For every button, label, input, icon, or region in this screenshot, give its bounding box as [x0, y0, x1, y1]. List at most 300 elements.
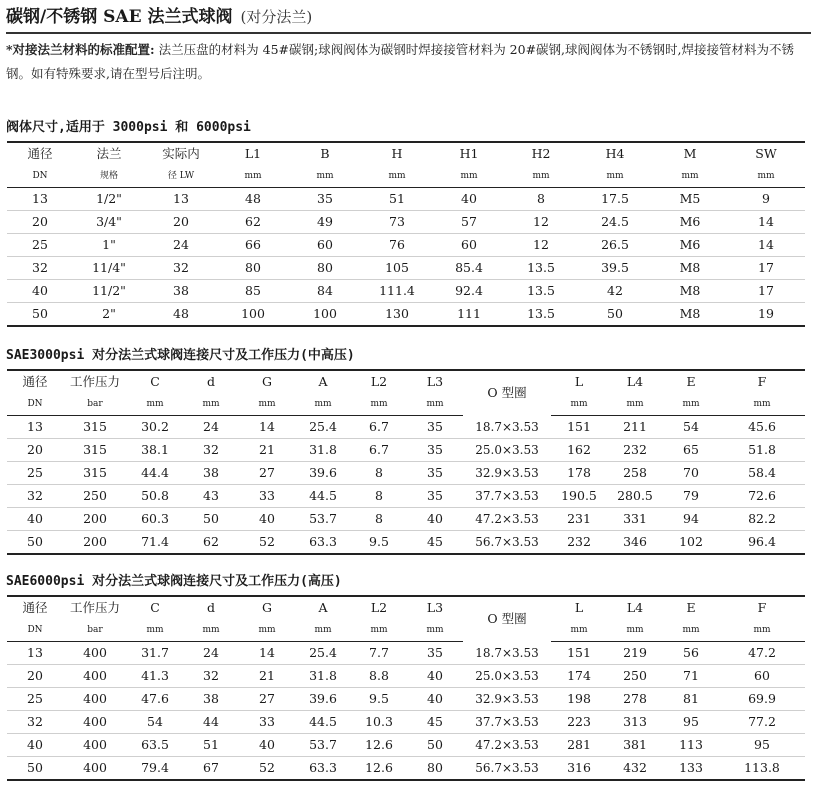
column-unit: mm	[289, 165, 361, 188]
table-cell: 2"	[102, 306, 116, 321]
table-cell: 62	[203, 534, 219, 549]
table-cell: 32.9×3.53	[475, 692, 539, 706]
table-cell: 13.5	[527, 283, 555, 298]
column-header: F	[757, 374, 767, 389]
table-cell: 32	[173, 260, 189, 275]
column-header: M	[683, 146, 697, 161]
table-cell: 44.5	[309, 714, 337, 729]
table-cell: 24	[173, 237, 189, 252]
column-unit: 径 LW	[145, 165, 217, 188]
table-cell: 52	[259, 534, 275, 549]
table-cell: 56	[683, 645, 699, 660]
column-unit: mm	[407, 393, 463, 416]
column-header: L3	[426, 374, 444, 389]
table-cell: 346	[623, 534, 647, 549]
column-unit: mm	[551, 393, 607, 416]
table-cell: 315	[83, 442, 107, 457]
table-cell: 20	[173, 214, 189, 229]
table2-title: SAE3000psi 对分法兰式球阀连接尺寸及工作压力(中高压)	[6, 348, 355, 363]
table-cell: 67	[203, 760, 219, 775]
table-cell: 258	[623, 465, 647, 480]
column-unit: mm	[433, 165, 505, 188]
column-header: L2	[370, 374, 388, 389]
table-cell: 17	[758, 260, 774, 275]
table-cell: 200	[83, 511, 107, 526]
table-cell: 20	[32, 214, 48, 229]
table-cell: 53.7	[309, 737, 337, 752]
table-row	[7, 711, 805, 734]
table-cell: 76	[389, 237, 405, 252]
table-cell: 24	[203, 645, 219, 660]
table-cell: 45	[427, 534, 443, 549]
table-cell: 47.2×3.53	[475, 512, 539, 526]
table-cell: 24.5	[601, 214, 629, 229]
table-cell: 50	[427, 737, 443, 752]
table-cell: 79.4	[141, 760, 169, 775]
table-cell: 79	[683, 488, 699, 503]
table-cell: 280.5	[617, 488, 653, 503]
column-unit: mm	[239, 619, 295, 642]
table-cell: 60	[317, 237, 333, 252]
table-row	[7, 462, 805, 485]
table-cell: M8	[679, 306, 701, 321]
column-unit: mm	[127, 619, 183, 642]
table-cell: 38	[173, 283, 189, 298]
column-header: B	[320, 146, 330, 161]
column-unit: mm	[295, 393, 351, 416]
table-cell: M6	[679, 214, 701, 229]
column-header: L3	[426, 600, 444, 615]
column-header: 工作压力	[69, 600, 120, 615]
table-cell: 190.5	[561, 488, 597, 503]
table-cell: M6	[679, 237, 701, 252]
column-unit: mm	[551, 619, 607, 642]
table-cell: 54	[147, 714, 163, 729]
column-unit: mm	[351, 619, 407, 642]
table-cell: 47.2	[748, 645, 776, 660]
table-cell: 51	[203, 737, 219, 752]
table-cell: 105	[385, 260, 409, 275]
column-unit: DN	[7, 165, 73, 188]
table-cell: 40	[27, 737, 43, 752]
table-row	[7, 211, 805, 234]
table-cell: 32.9×3.53	[475, 466, 539, 480]
table-row	[7, 188, 805, 211]
table-cell: 40	[27, 511, 43, 526]
table-cell: 32	[27, 488, 43, 503]
table-cell: 39.6	[309, 691, 337, 706]
table-cell: 17	[758, 283, 774, 298]
table-row	[7, 688, 805, 711]
table-cell: 1"	[102, 237, 116, 252]
table-cell: 47.2×3.53	[475, 738, 539, 752]
table-cell: 25.4	[309, 419, 337, 434]
table-cell: 45.6	[748, 419, 776, 434]
table-cell: 35	[427, 419, 443, 434]
table-cell: 432	[623, 760, 647, 775]
table-cell: 151	[567, 419, 591, 434]
table-cell: 51.8	[748, 442, 776, 457]
table-cell: 44.5	[309, 488, 337, 503]
table-cell: M5	[679, 191, 701, 206]
column-header: E	[686, 374, 696, 389]
table-cell: 13	[173, 191, 189, 206]
column-header: 法兰	[96, 146, 122, 161]
table-cell: 54	[683, 419, 699, 434]
table-cell: 400	[83, 760, 107, 775]
column-header: 通径	[22, 600, 48, 615]
table-cell: 57	[461, 214, 477, 229]
table-cell: 27	[259, 465, 275, 480]
table-cell: 111.4	[379, 283, 415, 298]
table-cell: 35	[427, 442, 443, 457]
table-cell: 100	[313, 306, 337, 321]
table-cell: 14	[758, 237, 774, 252]
table-cell: 81	[683, 691, 699, 706]
table-cell: 20	[27, 668, 43, 683]
table-cell: 40	[259, 737, 275, 752]
table-cell: 331	[623, 511, 647, 526]
table-cell: 10.3	[365, 714, 393, 729]
table-cell: 62	[245, 214, 261, 229]
table-cell: 162	[567, 442, 591, 457]
table-cell: 6.7	[369, 442, 389, 457]
table-cell: 33	[259, 714, 275, 729]
table-cell: 35	[427, 645, 443, 660]
table-cell: 50	[607, 306, 623, 321]
column-header: A	[318, 374, 328, 389]
table-cell: 56.7×3.53	[475, 535, 539, 549]
table-cell: 50	[32, 306, 48, 321]
column-header: L4	[626, 600, 644, 615]
column-header: O 型圈	[487, 611, 527, 627]
table-cell: 9	[762, 191, 770, 206]
table-row	[7, 416, 805, 439]
table-cell: 21	[259, 668, 275, 683]
column-header: F	[757, 600, 767, 615]
table-cell: 102	[679, 534, 703, 549]
table-cell: 3/4"	[96, 214, 122, 229]
column-unit: mm	[607, 619, 663, 642]
table-row	[7, 508, 805, 531]
table-cell: 32	[203, 442, 219, 457]
column-unit: DN	[7, 619, 63, 642]
table-cell: 70	[683, 465, 699, 480]
column-header: d	[206, 600, 215, 615]
table-cell: 381	[623, 737, 647, 752]
table-cell: 32	[32, 260, 48, 275]
column-header: H4	[605, 146, 625, 161]
table-row	[7, 303, 805, 327]
column-header: L4	[626, 374, 644, 389]
table-cell: 18.7×3.53	[475, 419, 539, 434]
sae3000-connection-table	[7, 369, 805, 555]
column-unit: mm	[361, 165, 433, 188]
table-cell: 52	[259, 760, 275, 775]
table-cell: 50	[27, 760, 43, 775]
table-cell: 71	[683, 668, 699, 683]
table-cell: 85.4	[455, 260, 483, 275]
table-cell: 12.6	[365, 760, 393, 775]
table-cell: 11/2"	[92, 283, 126, 298]
table-cell: 56.7×3.53	[475, 761, 539, 775]
table-cell: 39.5	[601, 260, 629, 275]
table-cell: 315	[83, 465, 107, 480]
table-cell: 9.5	[369, 691, 389, 706]
table-cell: 313	[623, 714, 647, 729]
table-cell: 48	[245, 191, 261, 206]
table-cell: 80	[245, 260, 261, 275]
column-unit: 规格	[73, 165, 145, 188]
column-header: 实际内	[162, 146, 200, 161]
table-cell: 9.5	[369, 534, 389, 549]
table-cell: 13.5	[527, 306, 555, 321]
table-cell: 8	[375, 511, 383, 526]
table-cell: 84	[317, 283, 333, 298]
table-cell: 315	[83, 419, 107, 434]
table-cell: 94	[683, 511, 699, 526]
table-cell: 12	[533, 214, 549, 229]
column-header: H1	[459, 146, 479, 161]
table-cell: 31.7	[141, 645, 169, 660]
table-cell: 400	[83, 645, 107, 660]
column-unit: mm	[407, 619, 463, 642]
table-cell: 14	[758, 214, 774, 229]
column-unit: mm	[127, 393, 183, 416]
column-header: C	[150, 374, 160, 389]
material-note	[6, 38, 811, 86]
column-header: G	[262, 600, 272, 615]
table-cell: 8	[537, 191, 545, 206]
table-cell: 13	[27, 419, 43, 434]
table-cell: 7.7	[369, 645, 389, 660]
table-cell: 63.5	[141, 737, 169, 752]
table-cell: 223	[567, 714, 591, 729]
table-cell: 219	[623, 645, 647, 660]
table-cell: 44	[203, 714, 219, 729]
table-cell: 133	[679, 760, 703, 775]
table-cell: 53.7	[309, 511, 337, 526]
table-cell: M8	[679, 260, 701, 275]
table-cell: 66	[245, 237, 261, 252]
column-unit: mm	[505, 165, 577, 188]
table-cell: 37.7×3.53	[475, 715, 539, 729]
table-cell: 25.0×3.53	[475, 443, 539, 457]
table-cell: 100	[241, 306, 265, 321]
table-cell: 250	[623, 668, 647, 683]
column-header: H	[391, 146, 403, 161]
table-cell: 96.4	[748, 534, 776, 549]
column-header: d	[206, 374, 215, 389]
table-cell: 25	[27, 465, 43, 480]
column-header: SW	[755, 146, 777, 161]
table-cell: 17.5	[601, 191, 629, 206]
table-cell: 40	[32, 283, 48, 298]
column-header: L1	[244, 146, 262, 161]
column-header: A	[318, 600, 328, 615]
table-cell: 25.0×3.53	[475, 669, 539, 683]
table-cell: 13	[27, 645, 43, 660]
column-unit: DN	[7, 393, 63, 416]
table-cell: 18.7×3.53	[475, 645, 539, 660]
table-cell: 35	[427, 465, 443, 480]
column-header: C	[150, 600, 160, 615]
table-cell: 50	[27, 534, 43, 549]
table-cell: 27	[259, 691, 275, 706]
table-cell: 6.7	[369, 419, 389, 434]
table-row	[7, 234, 805, 257]
table-cell: 8	[375, 488, 383, 503]
table-cell: 32	[203, 668, 219, 683]
column-header: L2	[370, 600, 388, 615]
table-cell: 111	[457, 306, 481, 321]
column-unit: mm	[653, 165, 727, 188]
table-cell: 60	[754, 668, 770, 683]
table-cell: 24	[203, 419, 219, 434]
table-cell: 19	[758, 306, 774, 321]
column-unit: mm	[183, 619, 239, 642]
table-cell: 14	[259, 419, 275, 434]
table-cell: 1/2"	[96, 191, 122, 206]
column-header: 工作压力	[69, 374, 120, 389]
table-cell: 400	[83, 737, 107, 752]
table-cell: 50	[203, 511, 219, 526]
table-cell: 200	[83, 534, 107, 549]
column-unit: mm	[607, 393, 663, 416]
table-cell: 95	[754, 737, 770, 752]
table-cell: 77.2	[748, 714, 776, 729]
table-cell: 11/4"	[92, 260, 126, 275]
table-cell: 80	[317, 260, 333, 275]
table-cell: 40	[427, 668, 443, 683]
table-cell: 231	[567, 511, 591, 526]
table-cell: 25.4	[309, 645, 337, 660]
table-cell: 26.5	[601, 237, 629, 252]
table-cell: 21	[259, 442, 275, 457]
table-cell: 38	[203, 465, 219, 480]
table-cell: 232	[623, 442, 647, 457]
table-cell: 8	[375, 465, 383, 480]
table-cell: 130	[385, 306, 409, 321]
column-header: G	[262, 374, 272, 389]
table-row	[7, 257, 805, 280]
page-title-sub: (对分法兰)	[240, 8, 313, 26]
column-unit: mm	[239, 393, 295, 416]
table-cell: 400	[83, 714, 107, 729]
table-cell: 58.4	[748, 465, 776, 480]
material-note-label: *对接法兰材料的标准配置:	[6, 42, 155, 57]
column-unit: mm	[663, 393, 719, 416]
table-cell: 69.9	[748, 691, 776, 706]
table-cell: 13	[32, 191, 48, 206]
table-cell: 281	[567, 737, 591, 752]
table-cell: 60	[461, 237, 477, 252]
table-cell: 45	[427, 714, 443, 729]
table-cell: 50.8	[141, 488, 169, 503]
sae6000-connection-table	[7, 595, 805, 781]
table-cell: 40	[259, 511, 275, 526]
table-cell: 35	[427, 488, 443, 503]
table-cell: 49	[317, 214, 333, 229]
table-cell: 40	[427, 691, 443, 706]
table-cell: 72.6	[748, 488, 776, 503]
table-cell: 43	[203, 488, 219, 503]
column-header: 通径	[27, 146, 53, 161]
table-cell: 278	[623, 691, 647, 706]
column-unit: bar	[63, 619, 127, 642]
table-row	[7, 757, 805, 781]
column-unit: mm	[217, 165, 289, 188]
column-header: H2	[531, 146, 551, 161]
table-cell: 39.6	[309, 465, 337, 480]
table-cell: 198	[567, 691, 591, 706]
table-cell: 8.8	[369, 668, 389, 683]
table-cell: 48	[173, 306, 189, 321]
table-cell: 14	[259, 645, 275, 660]
table-cell: 20	[27, 442, 43, 457]
column-unit: mm	[663, 619, 719, 642]
column-unit: mm	[719, 619, 805, 642]
material-note-text: 法兰压盘的材料为 45#碳钢;球阀阀体为碳钢时焊接接管材料为 20#碳钢,球阀阀体为不锈钢时,焊接接管材料为不锈钢。如有特殊要求,请在型号后注明。	[6, 42, 795, 81]
table-cell: 25	[32, 237, 48, 252]
table-cell: 13.5	[527, 260, 555, 275]
column-unit: bar	[63, 393, 127, 416]
table-row	[7, 531, 805, 555]
column-unit: mm	[727, 165, 805, 188]
table-cell: 73	[389, 214, 405, 229]
table-cell: 42	[607, 283, 623, 298]
table-cell: 82.2	[748, 511, 776, 526]
table-cell: 113.8	[744, 760, 780, 775]
table-cell: 174	[567, 668, 591, 683]
table-cell: 37.7×3.53	[475, 489, 539, 503]
table-cell: 232	[567, 534, 591, 549]
table-cell: 47.6	[141, 691, 169, 706]
table-cell: 33	[259, 488, 275, 503]
column-header: E	[686, 600, 696, 615]
column-header: L	[574, 600, 584, 615]
table-cell: 400	[83, 691, 107, 706]
table-cell: 44.4	[141, 465, 169, 480]
column-unit: mm	[351, 393, 407, 416]
column-unit: mm	[577, 165, 653, 188]
column-header: O 型圈	[487, 385, 527, 401]
table-cell: 63.3	[309, 534, 337, 549]
table3-title: SAE6000psi 对分法兰式球阀连接尺寸及工作压力(高压)	[6, 574, 342, 589]
table-row	[7, 734, 805, 757]
table-cell: 40	[461, 191, 477, 206]
table-cell: 32	[27, 714, 43, 729]
table-row	[7, 439, 805, 462]
table-cell: 65	[683, 442, 699, 457]
table-cell: 63.3	[309, 760, 337, 775]
table-cell: 30.2	[141, 419, 169, 434]
table-cell: 400	[83, 668, 107, 683]
column-unit: mm	[295, 619, 351, 642]
table-cell: 95	[683, 714, 699, 729]
table-cell: 41.3	[141, 668, 169, 683]
table-cell: 31.8	[309, 442, 337, 457]
table-cell: 80	[427, 760, 443, 775]
table-cell: 250	[83, 488, 107, 503]
table-cell: 25	[27, 691, 43, 706]
table-cell: 151	[567, 645, 591, 660]
table-cell: 38	[203, 691, 219, 706]
page-title-main: 碳钢/不锈钢 SAE 法兰式球阀	[6, 7, 233, 27]
table-row	[7, 280, 805, 303]
table-cell: 12	[533, 237, 549, 252]
table1-title: 阀体尺寸,适用于 3000psi 和 6000psi	[6, 120, 251, 135]
